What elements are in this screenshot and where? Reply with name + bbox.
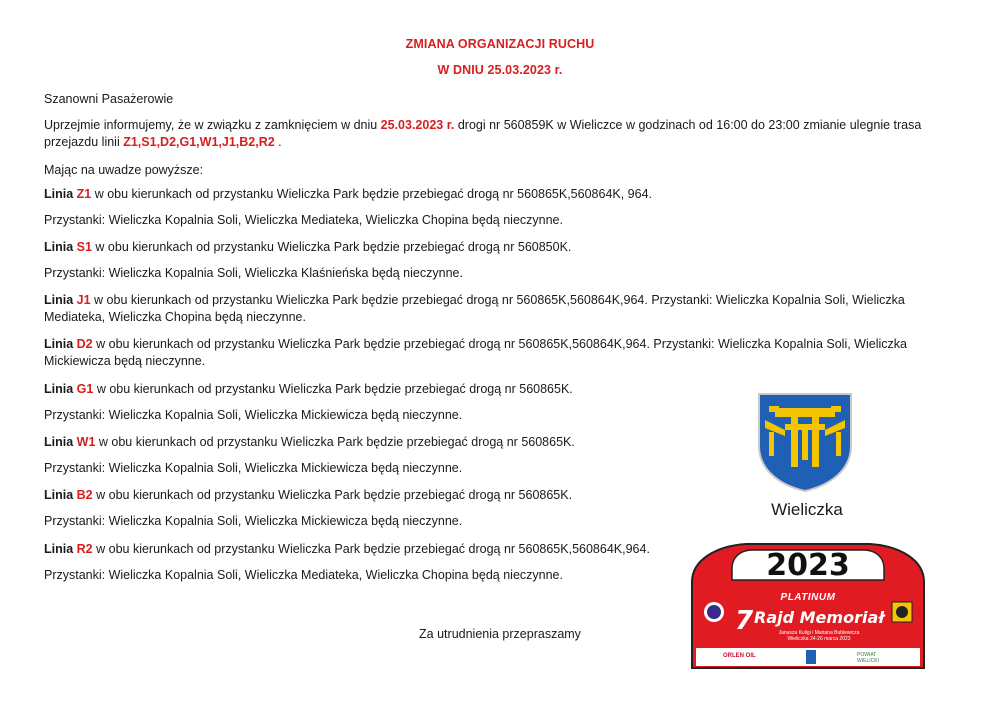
- intro-text-1: Uprzejmie informujemy, że w związku z zamknięciem w dniu: [44, 118, 381, 132]
- closed-stops-text: Przystanki: Wieliczka Kopalnia Soli, Wieliczka Mickiewicza będą nieczynne.: [44, 514, 463, 528]
- rally-sponsor: PLATINUM: [780, 592, 836, 603]
- line-route-text: w obu kierunkach od przystanku Wieliczka Park będzie przebiegać drogą nr 560850K.: [91, 240, 572, 254]
- intro-paragraph: [44, 117, 944, 150]
- line-word: Linia: [44, 488, 74, 502]
- line-word: Linia: [44, 542, 74, 556]
- closing-text: Za utrudnienia przepraszamy: [419, 627, 581, 641]
- line-code: D2: [76, 337, 93, 351]
- considering-text: Mając na uwadze powyższe:: [44, 163, 204, 177]
- closed-stops-text: Przystanki: Wieliczka Kopalnia Soli, Wieliczka Mickiewicza będą nieczynne.: [44, 461, 463, 475]
- line-route-text: w obu kierunkach od przystanku Wieliczka Park będzie przebiegać drogą nr 560865K.: [92, 488, 573, 502]
- line-change-b2: [44, 487, 664, 504]
- intro-text-2: drogi nr 560859K w Wieliczce w godzinach od 16:00 do 23:00 zmianie ulegnie trasa przejazdu linii: [44, 118, 922, 149]
- line-route-text: w obu kierunkach od przystanku Wieliczka Park będzie przebiegać drogą nr 560865K,560864K, 964.: [91, 187, 653, 201]
- wieliczka-coat-of-arms-icon: [755, 390, 855, 493]
- line-route-text: w obu kierunkach od przystanku Wieliczka Park będzie przebiegać drogą nr 560865K,560864K,964. Przystanki: Wieliczka Kopalnia Soli, Wieliczka Mickiewicza będą nieczynne.: [44, 337, 907, 368]
- line-code: Z1: [76, 187, 92, 201]
- notice-date: W DNIU 25.03.2023 r.: [437, 63, 563, 77]
- line-change-d2: [44, 336, 934, 369]
- line-code: W1: [76, 435, 96, 449]
- line-change-s1: [44, 239, 664, 256]
- line-route-text: w obu kierunkach od przystanku Wieliczka Park będzie przebiegać drogą nr 560865K.: [93, 382, 573, 396]
- line-change-z1: [44, 186, 664, 203]
- rally-dates: Wieliczka 24-26 marca 2023: [787, 636, 851, 642]
- orlen-oil-logo: ORLEN OIL: [723, 653, 756, 659]
- closed-stops-text: Przystanki: Wieliczka Kopalnia Soli, Wieliczka Mediateka, Wieliczka Chopina będą nieczynne.: [44, 568, 563, 582]
- line-route-text: w obu kierunkach od przystanku Wieliczka Park będzie przebiegać drogą nr 560865K.: [95, 435, 575, 449]
- line-code: G1: [76, 382, 94, 396]
- closed-stops-text: Przystanki: Wieliczka Kopalnia Soli, Wieliczka Mediateka, Wieliczka Chopina będą nieczynne.: [44, 213, 563, 227]
- closed-stops-text: Przystanki: Wieliczka Kopalnia Soli, Wieliczka Klaśnieńska będą nieczynne.: [44, 266, 463, 280]
- line-word: Linia: [44, 337, 74, 351]
- line-change-w1: [44, 434, 664, 451]
- notice-title: ZMIANA ORGANIZACJI RUCHU: [405, 37, 595, 51]
- line-word: Linia: [44, 382, 74, 396]
- line-change-j1: [44, 292, 924, 325]
- line-change-r2: [44, 541, 694, 558]
- line-change-g1: [44, 381, 664, 398]
- line-code: B2: [76, 488, 93, 502]
- rally-event-name: Rajd Memoriał: [754, 608, 885, 627]
- line-code: S1: [76, 240, 92, 254]
- intro-text-3: .: [274, 134, 282, 149]
- greeting: Szanowni Pasażerowie: [44, 92, 174, 106]
- rally-subtitle: [754, 630, 884, 642]
- line-route-text: w obu kierunkach od przystanku Wieliczka Park będzie przebiegać drogą nr 560865K,560864K,964.: [92, 542, 650, 556]
- line-code: J1: [76, 293, 91, 307]
- rally-subtitle-names: Janusza Kuligi i Mariana Bublewicza: [778, 630, 860, 636]
- line-word: Linia: [44, 187, 74, 201]
- intro-date: 25.03.2023 r.: [380, 118, 455, 132]
- closed-stops-text: Przystanki: Wieliczka Kopalnia Soli, Wieliczka Mickiewicza będą nieczynne.: [44, 408, 463, 422]
- rally-year: 2023: [766, 548, 850, 583]
- crest-town-name: Wieliczka: [771, 500, 843, 519]
- intro-lines: Z1,S1,D2,G1,W1,J1,B2,R2: [123, 134, 275, 149]
- rally-edition-number: 7: [735, 606, 754, 636]
- powiat-logo: POWIAT WIELICKI: [857, 652, 879, 664]
- line-word: Linia: [44, 293, 74, 307]
- line-word: Linia: [44, 240, 74, 254]
- line-code: R2: [76, 542, 93, 556]
- line-route-text: w obu kierunkach od przystanku Wieliczka Park będzie przebiegać drogą nr 560865K,560864K,964. Przystanki: Wieliczka Kopalnia Soli, Wieliczka Mediateka, Wieliczka Chopina będą nieczynne.: [44, 293, 905, 324]
- line-word: Linia: [44, 435, 74, 449]
